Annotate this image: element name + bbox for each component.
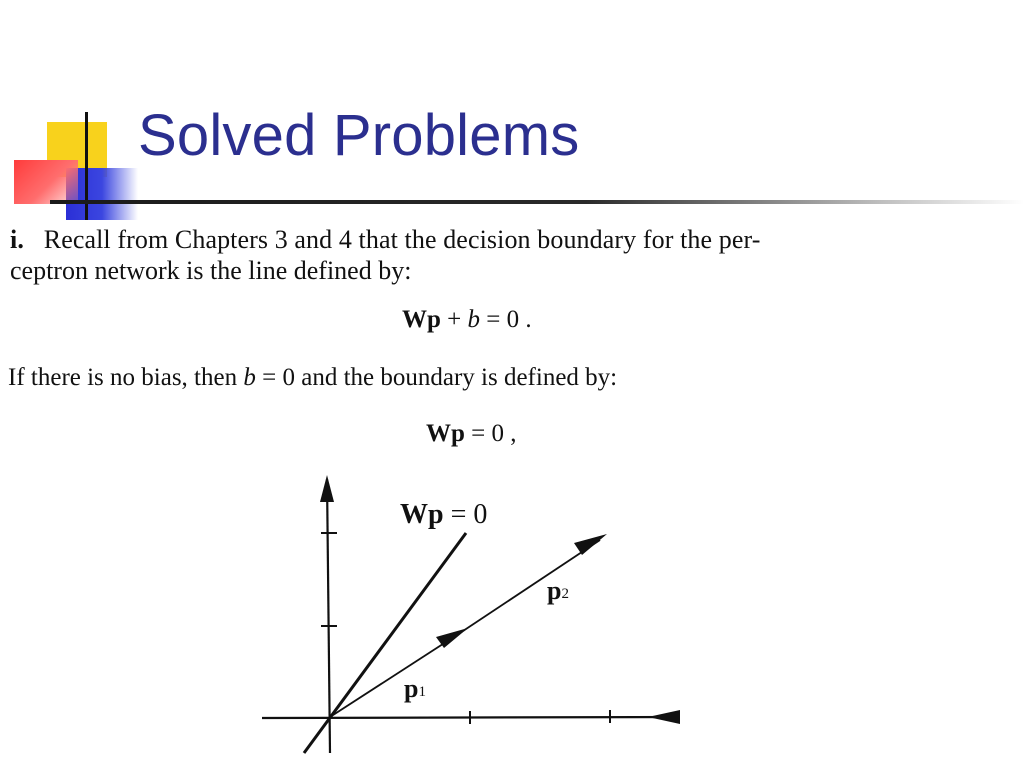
boundary-label <box>400 499 487 530</box>
title-underline-rule <box>50 200 1024 204</box>
vector-p1-label <box>404 674 426 703</box>
eq1-rest: = 0 . <box>480 306 532 333</box>
problem-text-line-1: Recall from Chapters 3 and 4 that the decision boundary for the per- <box>43 225 761 254</box>
problem-paragraph <box>10 224 980 286</box>
vector-p2-arrowhead <box>574 534 607 555</box>
problem-text-line-2: ceptron network is the line defined by: <box>10 256 412 285</box>
no-bias-sentence <box>8 364 617 392</box>
boundary-label-p: p <box>428 499 444 530</box>
y-axis <box>327 479 330 753</box>
problem-number: i. <box>10 225 24 254</box>
equation-with-bias <box>402 306 532 334</box>
vector-p2-label <box>547 576 569 605</box>
bias-text-pre: If there is no bias, then <box>8 364 244 391</box>
vector-p2-label-base: p <box>547 576 562 605</box>
slide-title: Solved Problems <box>138 103 580 168</box>
vector-p1-label-sub: 1 <box>418 684 426 700</box>
bias-eq: = 0 <box>255 364 302 391</box>
eq1-W: W <box>402 306 427 333</box>
eq2-p: p <box>451 420 465 447</box>
y-axis-arrow <box>320 475 334 502</box>
boundary-label-rest: = 0 <box>443 499 488 530</box>
decision-boundary-figure <box>250 465 690 768</box>
eq1-plus: + <box>440 306 468 333</box>
vector-p2-label-sub: 2 <box>561 586 569 602</box>
eq1-b: b <box>467 306 481 333</box>
problem-line-1 <box>10 224 980 255</box>
eq1-p: p <box>427 306 441 333</box>
vector-p2 <box>463 540 600 631</box>
logo-red-square <box>14 160 78 204</box>
vector-p1-label-base: p <box>404 674 419 703</box>
boundary-label-W: W <box>400 499 428 530</box>
equation-no-bias <box>426 420 517 448</box>
eq2-rest: = 0 , <box>464 420 517 447</box>
eq2-W: W <box>426 420 451 447</box>
bias-text-post: and the boundary is defined by: <box>301 364 618 391</box>
bias-b: b <box>243 364 256 391</box>
x-axis-arrow <box>648 710 680 724</box>
